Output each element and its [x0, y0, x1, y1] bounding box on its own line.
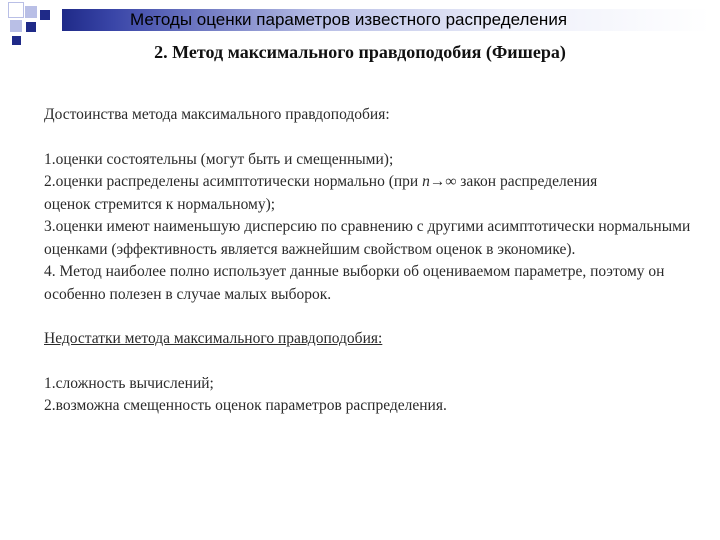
advantages-heading: Достоинства метода максимального правдоподобия: — [44, 106, 390, 123]
deco-square — [26, 22, 36, 32]
math-limit: n→∞ — [422, 173, 457, 190]
advantage-item-2-continued: оценок стремится к нормальному); — [44, 195, 276, 213]
slide-title: Методы оценки параметров известного распределения — [130, 10, 568, 29]
slide-subtitle: 2. Метод максимального правдоподобия (Фишера) — [154, 42, 566, 62]
advantage-item-1: 1.оценки состоятельны (могут быть и смещенными); — [44, 150, 394, 168]
slide-content — [44, 104, 694, 418]
disadvantage-item-1: 1.сложность вычислений; — [44, 374, 214, 392]
deco-square — [8, 2, 24, 18]
advantage-item-2-text: 2.оценки распределены асимптотически нормально (при — [44, 173, 423, 190]
advantage-item-2-text-end: закон распределения — [456, 173, 598, 190]
disadvantages-heading: Недостатки метода максимального правдоподобия: — [44, 330, 383, 347]
advantage-item-3: 3.оценки имеют наименьшую дисперсию по сравнению с другими асимптотически нормальными оценками (эффективность является важнейшим свойством оценок в экономике). — [44, 218, 691, 258]
deco-square — [40, 10, 50, 20]
advantage-item-2 — [44, 171, 694, 194]
disadvantage-item-2: 2.возможна смещенность оценок параметров распределения. — [44, 397, 447, 414]
deco-square — [10, 20, 22, 32]
advantage-item-4: 4. Метод наиболее полно использует данные выборки об оцениваемом параметре, поэтому он особенно полезен в случае малых выборок. — [44, 263, 665, 303]
deco-square — [25, 6, 37, 18]
